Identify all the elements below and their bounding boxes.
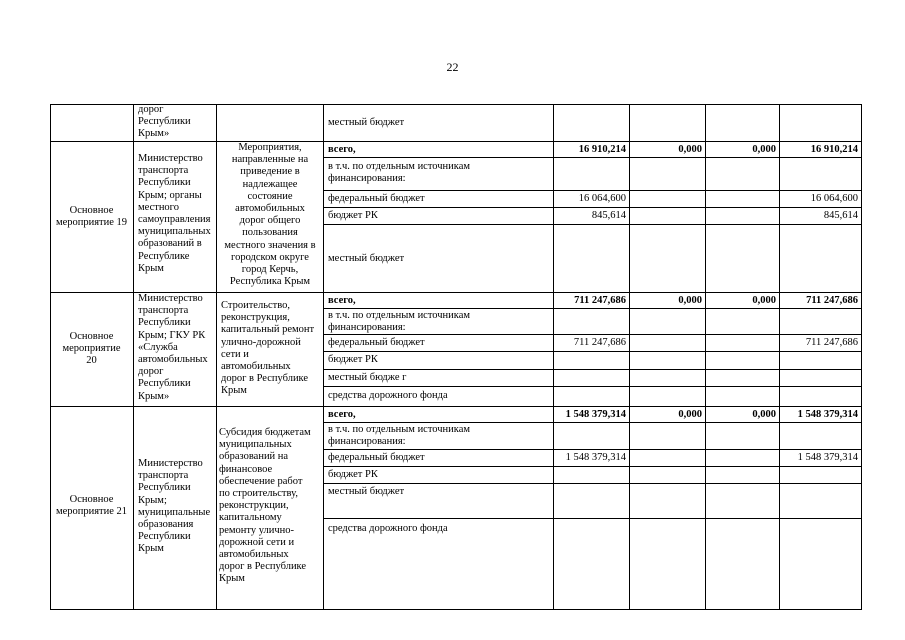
row-separator: [50, 141, 862, 142]
row-separator: [50, 406, 862, 407]
top-local-budget-label: местный бюджет: [328, 117, 405, 128]
total-value: 0,000: [752, 295, 776, 306]
row-responsible: Министерство транспорта Республики Крым; ГКУ РК «Служба автомобильных дорог Республики Крым»: [138, 293, 208, 402]
row-name: Основное мероприятие 19: [55, 205, 128, 229]
row-responsible: Министерство транспорта Республики Крым; муниципальные образования Республики Крым: [138, 458, 211, 555]
total-value: 0,000: [752, 144, 776, 155]
rk-label: бюджет РК: [328, 354, 378, 365]
total-label: всего,: [328, 144, 356, 155]
subrow-separator: [323, 224, 862, 225]
subrow-separator: [323, 386, 862, 387]
row-description: Строительство, реконструкция, капитальный ремонт улично-дорожной сети и автомобильных дорог в Республике Крым: [221, 300, 315, 397]
incl-label: в т.ч. по отдельным источникам финансирования:: [328, 424, 471, 448]
column-border: [323, 104, 324, 610]
rk-label: бюджет РК: [328, 210, 378, 221]
total-value: 711 247,686: [574, 295, 626, 306]
row-name: Основное мероприятие 21: [55, 494, 128, 518]
subrow-separator: [323, 157, 862, 158]
budget-table: [50, 104, 862, 610]
federal-value: 1 548 379,314: [565, 452, 626, 463]
federal-value: 711 247,686: [805, 337, 858, 348]
total-value: 711 247,686: [806, 295, 858, 306]
federal-label: федеральный бюджет: [328, 337, 425, 348]
subrow-separator: [323, 483, 862, 484]
rk-value: 845,614: [591, 210, 626, 221]
column-border: [779, 104, 780, 610]
federal-value: 1 548 379,314: [797, 452, 858, 463]
total-value: 1 548 379,314: [565, 409, 626, 420]
road-fund-label: средства дорожного фонда: [328, 523, 448, 534]
top-responsible-text: дорог Республики Крым»: [138, 104, 191, 140]
total-value: 1 548 379,314: [797, 409, 858, 420]
subrow-separator: [323, 422, 862, 423]
column-border: [133, 104, 134, 610]
total-value: 0,000: [678, 295, 702, 306]
total-value: 0,000: [678, 144, 702, 155]
subrow-separator: [323, 190, 862, 191]
subrow-separator: [323, 518, 862, 519]
total-value: 0,000: [752, 409, 776, 420]
subrow-separator: [323, 369, 862, 370]
table-bottom-border: [50, 609, 862, 610]
rk-label: бюджет РК: [328, 469, 378, 480]
column-border: [553, 104, 554, 610]
incl-label: в т.ч. по отдельным источникам финансирования:: [328, 161, 471, 185]
row-responsible: Министерство транспорта Республики Крым; органы местного самоуправления муниципальных образований в Республике Крым: [138, 153, 211, 274]
total-value: 16 910,214: [578, 144, 626, 155]
local-label: местный бюджет: [328, 253, 405, 264]
subrow-separator: [323, 351, 862, 352]
rk-value: 845,614: [823, 210, 858, 221]
total-label: всего,: [328, 409, 356, 420]
total-value: 16 910,214: [810, 144, 858, 155]
row-name: Основное мероприятие 20: [62, 331, 121, 367]
row-description: Субсидия бюджетам муниципальных образований на финансовое обеспечение работ по строительству, реконструкции, капитальному ремонту улично- дорожной сети и автомобильных дорог в Республике Крым: [219, 427, 311, 585]
subrow-separator: [323, 449, 862, 450]
road-fund-label: средства дорожного фонда: [328, 390, 448, 401]
local-label: местный бюджет: [328, 486, 405, 497]
total-label: всего,: [328, 295, 356, 306]
column-border: [629, 104, 630, 610]
column-border: [705, 104, 706, 610]
subrow-separator: [323, 207, 862, 208]
local-label: местный бюдже г: [328, 372, 407, 383]
column-border: [861, 104, 862, 610]
total-value: 0,000: [678, 409, 702, 420]
federal-value: 711 247,686: [573, 337, 626, 348]
row-description: Мероприятия, направленные на приведение в надлежащее состояние автомобильных дорог общего пользования местного значения в городском округе город Керчь, Республика Крым: [224, 142, 316, 288]
federal-value: 16 064,600: [810, 193, 858, 204]
federal-label: федеральный бюджет: [328, 452, 425, 463]
incl-label: в т.ч. по отдельным источникам финансирования:: [328, 310, 471, 334]
federal-value: 16 064,600: [578, 193, 626, 204]
page-number: 22: [446, 60, 459, 74]
federal-label: федеральный бюджет: [328, 193, 425, 204]
subrow-separator: [323, 466, 862, 467]
subrow-separator: [323, 308, 862, 309]
